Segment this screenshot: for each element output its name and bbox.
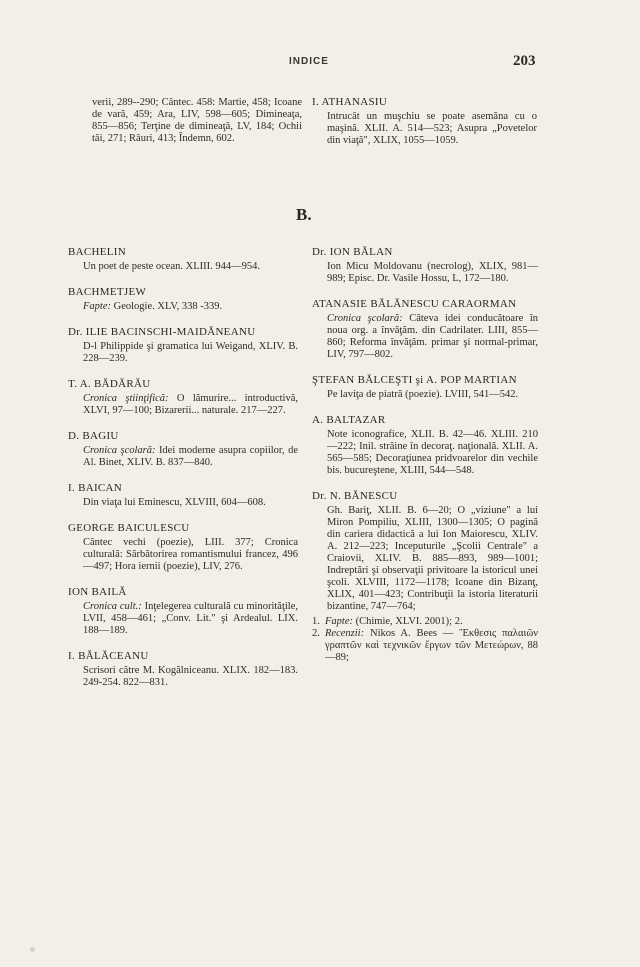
index-entry bbox=[312, 298, 538, 361]
entry-text: Cântec vechi (poezie), LIII. 377; Cronica culturală: Sărbătorirea romantismului francez, 496—497; Hora iernii (poezie), LIV, 276. bbox=[83, 537, 298, 572]
entry-text: Scrisori către M. Kogălniceanu. XLIX. 182—183. 249-254. 822—831. bbox=[83, 665, 298, 688]
index-entry bbox=[68, 326, 298, 365]
author-name: ŞTEFAN BĂLCEŞTI şi A. POP MARTIAN bbox=[312, 374, 517, 386]
entry-category-label: Cronica şcolară: bbox=[327, 313, 403, 324]
entry-body bbox=[312, 313, 538, 361]
numbered-list bbox=[312, 616, 538, 664]
item-label: Fapte: bbox=[325, 616, 353, 627]
index-entry bbox=[68, 430, 298, 469]
entry-body bbox=[312, 261, 538, 285]
entry-text: Inţelegerea culturală cu minorităţile, LVII, 458—461; „Conv. Lit." şi Ardealul. LIX. 188—189. bbox=[83, 601, 298, 636]
item-label: Recenzii: bbox=[325, 628, 365, 639]
author-name: A. BALTAZAR bbox=[312, 414, 386, 426]
entry-body bbox=[68, 261, 298, 273]
index-entry bbox=[312, 246, 538, 285]
index-entry bbox=[312, 374, 538, 401]
entry-body bbox=[68, 665, 298, 689]
item-number: 1. bbox=[312, 616, 320, 627]
entry-body bbox=[68, 301, 298, 313]
author-name: ATANASIE BĂLĂNESCU CARAORMAN bbox=[312, 298, 517, 310]
entry-text: Geologie. XLV, 338 -339. bbox=[111, 301, 223, 312]
entry-body bbox=[68, 537, 298, 573]
item-body: Nikos A. Bees — Ἔκθεσις παλαιῶν γραπτῶν καὶ τεχνικῶν ἔργων τῶν Μετεώρων, 88—89; bbox=[325, 628, 538, 663]
entry-text: Un poet de peste ocean. XLIII. 944—954. bbox=[83, 261, 260, 272]
entry-text: D-l Philippide şi gramatica lui Weigand, XLIV. B. 228—239. bbox=[83, 341, 298, 364]
entry-text: Idei moderne asupra copiilor, de Al. Binet, XLIV. B. 837—840. bbox=[83, 445, 298, 468]
entry-name: I. ATHANASIU bbox=[312, 96, 388, 108]
continuation-text: verii, 289--290; Cântec. 458: Martie, 458; Icoane de vară, 459; Ara, LIV, 598—605; Dimineaţa, 855—856; Terţine de dimineaţă, LV, 184; Ochii tăi, 271; Râuri, 413; Îndemn, 602. bbox=[92, 97, 302, 144]
author-name: GEORGE BAICULESCU bbox=[68, 522, 190, 534]
entry-body bbox=[312, 429, 538, 477]
entry-text: Câteva idei conducătoare în noua org. a învăţăm. din Cadrilater. LIII, 855—860; Reforma învăţăm. primar şi normal-primar, LIV, 797—802. bbox=[327, 313, 539, 360]
item-text bbox=[325, 616, 538, 628]
entry-body bbox=[68, 341, 298, 365]
item-number: 2. bbox=[312, 628, 320, 639]
entry-body bbox=[68, 393, 298, 417]
author-name: Dr. N. BĂNESCU bbox=[312, 490, 398, 502]
header-title: INDICE bbox=[289, 56, 329, 67]
entry-body bbox=[312, 505, 538, 613]
left-column bbox=[68, 246, 298, 702]
entry-category-label: Cronica ştiinţifică: bbox=[83, 393, 169, 404]
section-letter: B. bbox=[296, 205, 312, 224]
author-name: BACHMETJEW bbox=[68, 286, 147, 298]
numbered-item bbox=[312, 616, 538, 628]
index-entry bbox=[68, 246, 298, 273]
page-speck bbox=[30, 947, 35, 952]
entry-text: Pe laviţa de piatră (poezie). LVIII, 541—542. bbox=[327, 389, 519, 400]
top-left-continuation bbox=[92, 97, 302, 145]
entry-text: Note iconografice, XLII. B. 42—46. XLIII. 210—222; Inil. străine în decoraţ. naţională. XLII. A. 565—585; Decoraţiunea pridvoarelor din vechile bis. bucureştene, XLIII, 544—548. bbox=[327, 429, 538, 476]
page-header bbox=[0, 53, 640, 73]
author-name: T. A. BĂDĂRĂU bbox=[68, 378, 151, 390]
entry-category-label: Cronica şcolară: bbox=[83, 445, 156, 456]
author-name: I. BAICAN bbox=[68, 482, 123, 494]
entry-body bbox=[68, 497, 298, 509]
index-entry bbox=[68, 586, 298, 637]
index-entry bbox=[68, 482, 298, 509]
index-entry bbox=[68, 650, 298, 689]
page-number: 203 bbox=[513, 53, 536, 69]
entry-text: Intrucât un muşchiu se poate asemăna cu o maşină. XLII. A. 514—523; Asupra „Povetelor din viaţă", XLIX, 1055—1059. bbox=[327, 111, 537, 146]
entry-category-label: Cronica cult.: bbox=[83, 601, 142, 612]
entry-text: Din viaţa lui Eminescu, XLVIII, 604—608. bbox=[83, 497, 266, 508]
author-name: BACHELIN bbox=[68, 246, 127, 258]
numbered-item bbox=[312, 628, 538, 664]
entry-body bbox=[312, 389, 538, 401]
entry-text: Ion Micu Moldovanu (necrolog), XLIX, 981—989; Episc. Dr. Vasile Hossu, L, 172—180. bbox=[327, 261, 538, 284]
item-text bbox=[325, 628, 538, 664]
index-entry bbox=[312, 490, 538, 613]
author-name: D. BAGIU bbox=[68, 430, 119, 442]
entry-text: O lămurire... introductivă, XLVI, 97—100; Bizarerii... naturale. 217—227. bbox=[83, 393, 298, 416]
index-entry bbox=[312, 414, 538, 477]
entry-text: Gh. Bariţ, XLII. B. 6—20; O „viziune" a lui Miron Pompiliu, XLIII, 1300—1305; O pagină din cariera didactică a lui Ion Maiorescu, XLIV. A. 212—223; Inceputurile „Şcolii Centrale" a Craiovii, XLIV. B. 885—893, 989—1001; Indreptări şi observaţii privitoare la istoricul unei şcoli. XLVIII, 1172—1178; Icoane din Bizanţ, XLIX, 401—423; Contribuţii la istoria literaturii bizantine, 747—764; bbox=[327, 505, 538, 612]
index-entry bbox=[68, 286, 298, 313]
author-name: Dr. ION BĂLAN bbox=[312, 246, 393, 258]
author-name: ION BAILĂ bbox=[68, 586, 127, 598]
item-body: (Chimie, XLVI. 2001); 2. bbox=[353, 616, 463, 627]
entry-body bbox=[68, 445, 298, 469]
author-name: I. BĂLĂCEANU bbox=[68, 650, 149, 662]
entry-body bbox=[68, 601, 298, 637]
entry-category-label: Fapte: bbox=[83, 301, 111, 312]
author-name: Dr. ILIE BACINSCHI-MAIDĂNEANU bbox=[68, 326, 256, 338]
index-entry bbox=[68, 522, 298, 573]
top-right-entry bbox=[312, 96, 537, 147]
index-entry bbox=[68, 378, 298, 417]
right-column bbox=[312, 246, 538, 664]
